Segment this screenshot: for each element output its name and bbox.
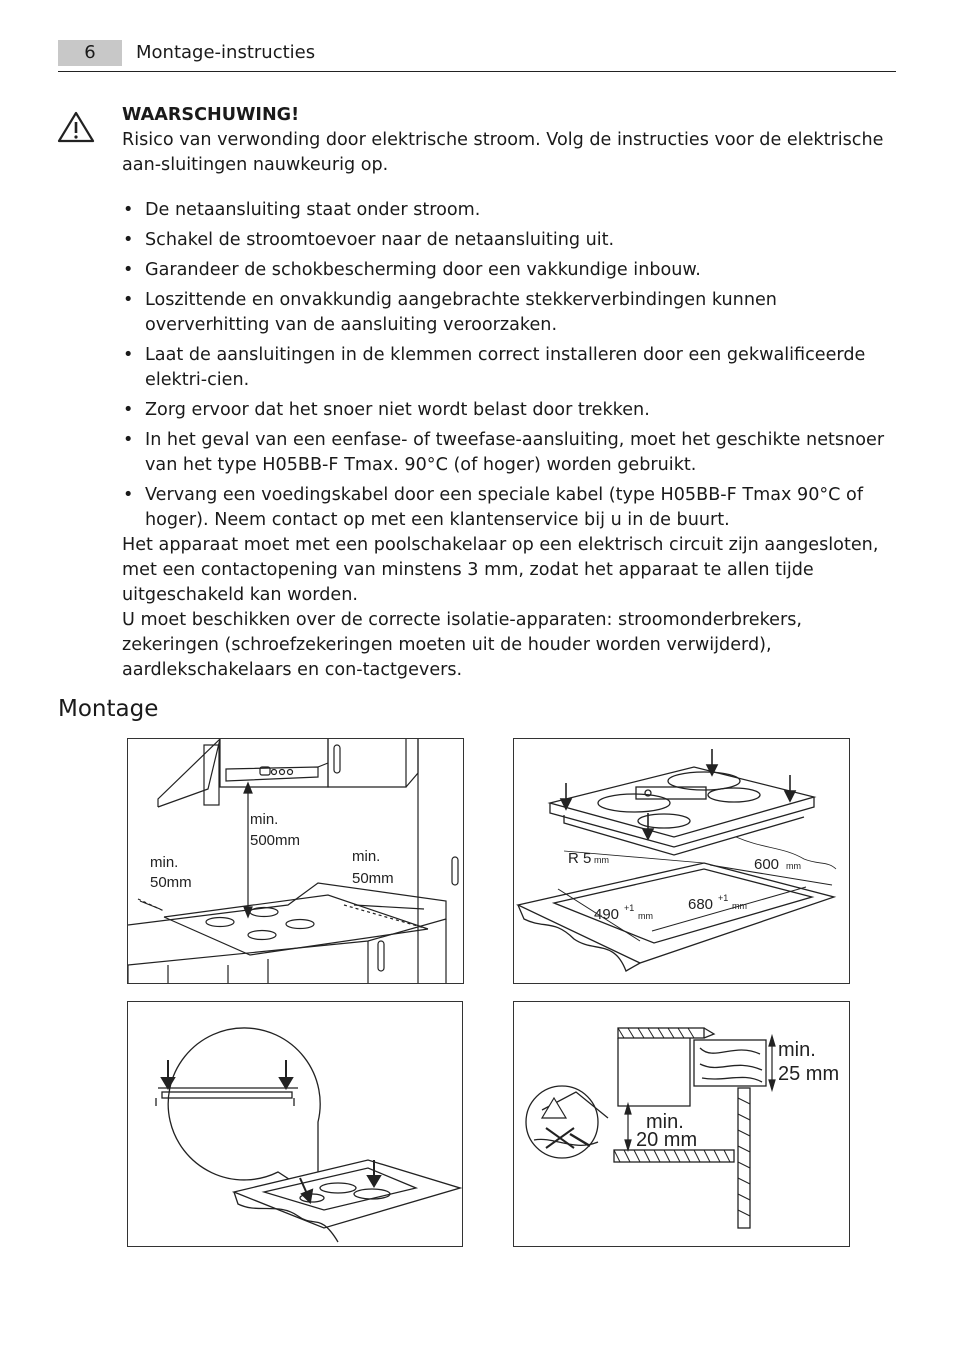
label-radius: R 5 xyxy=(568,850,592,867)
figure-insertion xyxy=(127,1001,463,1247)
label-50mm: 50mm xyxy=(150,874,192,891)
paragraph: U moet beschikken over de correcte isolatie-apparaten: stroomonderbrekers, zekeringen (schroefzekeringen moeten uit de houder worden verwijderd), aardlekschakelaars en con-tactgevers. xyxy=(122,610,802,680)
label-500mm: 500mm xyxy=(250,832,301,849)
list-item: • Laat de aansluitingen in de klemmen correct installeren door een gekwalificeerde elektri-cien. xyxy=(122,343,898,393)
label-height-unit: mm xyxy=(638,911,653,921)
label-depth-unit: mm xyxy=(786,861,801,871)
list-item: • Zorg ervoor dat het snoer niet wordt belast door trekken. xyxy=(122,398,898,423)
list-item: • De netaansluiting staat onder stroom. xyxy=(122,198,898,223)
list-item: • Schakel de stroomtoevoer naar de netaansluiting uit. xyxy=(122,228,898,253)
bullet-list xyxy=(122,198,898,533)
label-depth: 600 xyxy=(754,856,780,873)
label-min: min. xyxy=(150,854,179,871)
warning-triangle-icon xyxy=(56,110,96,144)
label-height: 490 xyxy=(594,906,620,923)
section-title: Montage xyxy=(58,696,159,722)
label-min: min. xyxy=(352,848,381,865)
list-item: • In het geval van een eenfase- of tweefase-aansluiting, moet het geschikte netsnoer van het type H05BB-F Tmax. 90°C (of hoger) worden gebruikt. xyxy=(122,428,898,478)
body-text xyxy=(122,103,898,683)
label-25mm: 25 mm xyxy=(778,1063,840,1085)
label-width: 680 xyxy=(688,896,714,913)
header-rule xyxy=(58,71,896,72)
label-min: min. xyxy=(646,1111,684,1133)
page-header-title: Montage-instructies xyxy=(136,42,316,63)
label-width-tol: +1 xyxy=(718,893,729,903)
figure-cutout xyxy=(513,738,850,984)
label-50mm: 50mm xyxy=(352,870,394,887)
list-item: • Vervang een voedingskabel door een speciale kabel (type H05BB-F Tmax 90°C of hoger). Neem contact op met een klantenservice bij u in de buurt. xyxy=(122,483,898,533)
label-20mm: 20 mm xyxy=(636,1129,698,1151)
label-radius-unit: mm xyxy=(594,855,609,865)
page-number-box: 6 xyxy=(58,40,122,66)
list-item: • Garandeer de schokbescherming door een vakkundige inbouw. xyxy=(122,258,898,283)
label-width-unit: mm xyxy=(732,901,747,911)
list-item: • Loszittende en onvakkundig aangebrachte stekkerverbindingen kunnen oververhitting van de aansluiting veroorzaken. xyxy=(122,288,898,338)
label-min: min. xyxy=(250,811,279,828)
warning-text: Risico van verwonding door elektrische stroom. Volg de instructies voor de elektrische aan-sluitingen nauwkeurig op. xyxy=(122,130,884,175)
figure-thickness xyxy=(513,1001,850,1247)
figure-clearances xyxy=(127,738,464,984)
label-min: min. xyxy=(778,1039,816,1061)
paragraph: Het apparaat moet met een poolschakelaar op een elektrisch circuit zijn aangesloten, met een contactopening van minstens 3 mm, zodat het apparaat te allen tijde uitgeschakeld kan worden. xyxy=(122,535,879,605)
label-height-tol: +1 xyxy=(624,903,635,913)
warning-title: WAARSCHUWING! xyxy=(122,105,300,125)
